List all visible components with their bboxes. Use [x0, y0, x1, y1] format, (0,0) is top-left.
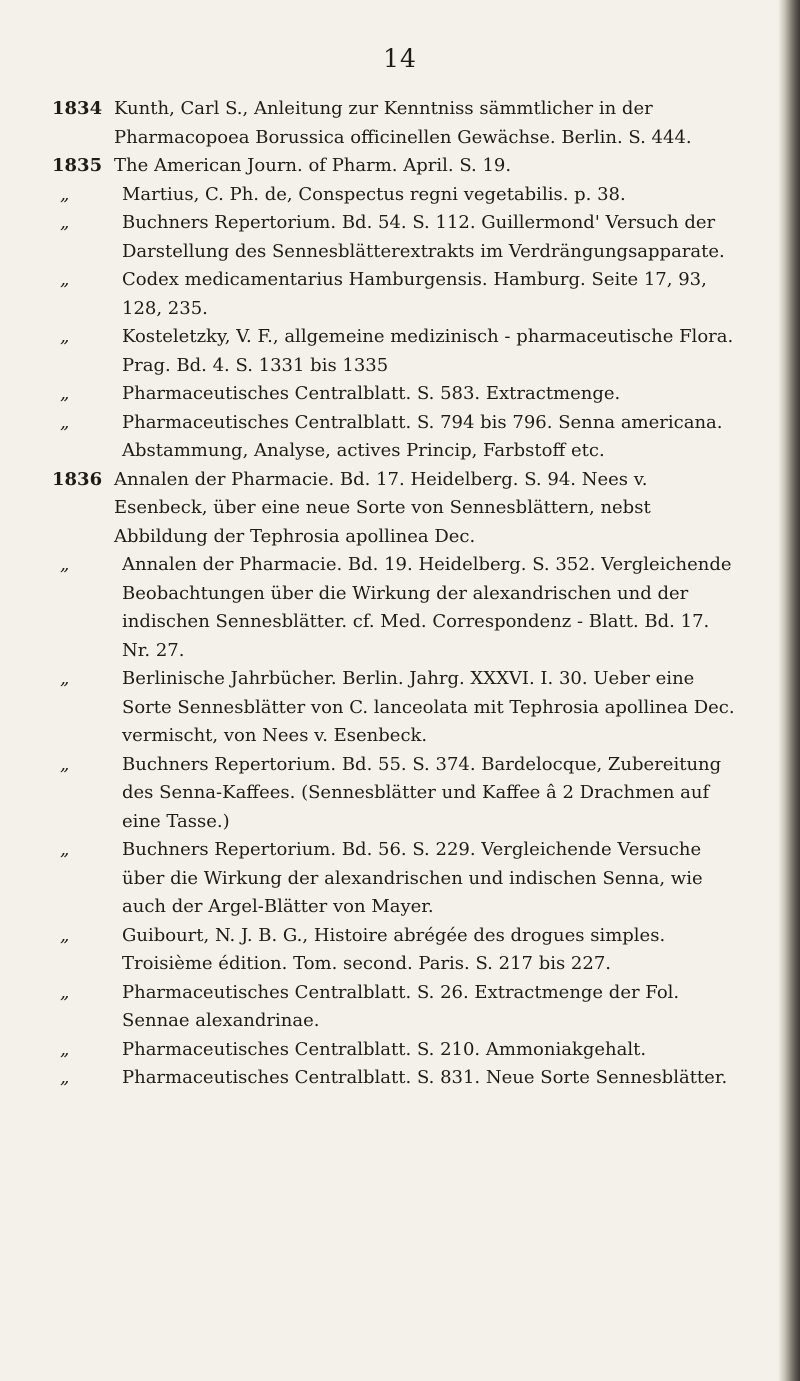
bibliography-entry — [52, 380, 742, 409]
ditto-mark: „ — [60, 1067, 70, 1088]
bibliography-entry — [52, 922, 742, 979]
bibliography-list — [52, 95, 742, 1093]
bibliography-entry — [52, 551, 742, 665]
entry-text: Annalen der Pharmacie. Bd. 17. Heidelberg. S. 94. Nees v. Esenbeck, über eine neue Sorte von Sennesblättern, nebst Abbildung der Tephrosia apollinea Dec. — [114, 468, 651, 547]
bibliography-entry — [52, 409, 742, 466]
ditto-mark: „ — [60, 924, 70, 946]
entry-text: Pharmaceutisches Centralblatt. S. 794 bis 796. Senna americana. Abstammung, Analyse, actives Princip, Farbstoff etc. — [122, 411, 723, 461]
ditto-mark: „ — [60, 269, 70, 290]
ditto-mark: „ — [60, 668, 70, 689]
entry-text: Codex medicamentarius Hamburgensis. Hamburg. Seite 17, 93, 128, 235. — [122, 269, 707, 319]
ditto-mark: „ — [60, 212, 70, 233]
entry-year: 1835 — [52, 155, 103, 176]
bibliography-entry — [52, 95, 742, 152]
bibliography-entry — [52, 152, 742, 181]
entry-text: Buchners Repertorium. Bd. 55. S. 374. Bardelocque, Zubereitung des Senna-Kaffees. (Sennesblätter und Kaffee â 2 Drachmen auf eine Tasse.) — [122, 753, 722, 832]
entry-text: Annalen der Pharmacie. Bd. 19. Heidelberg. S. 352. Vergleichende Beobachtungen über die Wirkung der alexandrischen und der indischen Sennesblätter. cf. Med. Correspondenz - Blatt. Bd. 17. Nr. 27. — [122, 554, 732, 661]
entry-text: Pharmaceutisches Centralblatt. S. 583. Extractmenge. — [122, 383, 621, 404]
ditto-mark: „ — [60, 1038, 70, 1060]
ditto-mark: „ — [60, 326, 70, 347]
entry-text: Pharmaceutisches Centralblatt. S. 26. Extractmenge der Fol. Sennae alexandrinae. — [122, 981, 680, 1031]
entry-text: Kosteletzky, V. F., allgemeine medizinisch - pharmaceutische Flora. Prag. Bd. 4. S. 1331 bis 1335 — [122, 326, 734, 376]
bibliography-entry — [52, 266, 742, 323]
bibliography-entry — [52, 1036, 742, 1065]
ditto-mark: „ — [60, 183, 70, 205]
entry-text: Pharmaceutisches Centralblatt. S. 210. Ammoniakgehalt. — [122, 1038, 647, 1060]
entry-year: 1836 — [52, 468, 103, 490]
bibliography-entry — [52, 751, 742, 837]
entry-text: Kunth, Carl S., Anleitung zur Kenntniss sämmtlicher in der Pharmacopoea Borussica officinellen Gewächse. Berlin. S. 444. — [114, 98, 692, 148]
bibliography-entry — [52, 1064, 742, 1093]
bibliography-entry — [52, 181, 742, 210]
entry-text: Berlinische Jahrbücher. Berlin. Jahrg. XXXVI. I. 30. Ueber eine Sorte Sennesblätter von C. lanceolata mit Tephrosia apollinea Dec. vermischt, von Nees v. Esenbeck. — [122, 668, 735, 746]
entry-text: Buchners Repertorium. Bd. 54. S. 112. Guillermond' Versuch der Darstellung des Sennesblätterextrakts im Verdrängungsapparate. — [122, 212, 725, 262]
ditto-mark: „ — [60, 981, 70, 1003]
bibliography-entry — [52, 209, 742, 266]
ditto-mark: „ — [60, 411, 70, 433]
ditto-mark: „ — [60, 554, 70, 575]
entry-text: Guibourt, N. J. B. G., Histoire abrégée des drogues simples. Troisième édition. Tom. second. Paris. S. 217 bis 227. — [122, 924, 666, 974]
page-edge-shadow — [778, 0, 800, 1381]
bibliography-entry — [52, 836, 742, 922]
ditto-mark: „ — [60, 839, 70, 860]
entry-text: Martius, C. Ph. de, Conspectus regni vegetabilis. p. 38. — [122, 183, 626, 205]
bibliography-entry — [52, 979, 742, 1036]
entry-text: Buchners Repertorium. Bd. 56. S. 229. Vergleichende Versuche über die Wirkung der alexandrischen und indischen Senna, wie auch der Argel-Blätter von Mayer. — [122, 839, 703, 917]
entry-text: The American Journ. of Pharm. April. S. 19. — [114, 155, 512, 176]
bibliography-entry — [52, 323, 742, 380]
bibliography-entry — [52, 665, 742, 751]
ditto-mark: „ — [60, 383, 70, 404]
ditto-mark: „ — [60, 753, 70, 775]
entry-year: 1834 — [52, 98, 103, 119]
entry-text: Pharmaceutisches Centralblatt. S. 831. Neue Sorte Sennesblätter. — [122, 1067, 728, 1088]
page-number: 14 — [383, 44, 417, 73]
bibliography-entry — [52, 466, 742, 552]
